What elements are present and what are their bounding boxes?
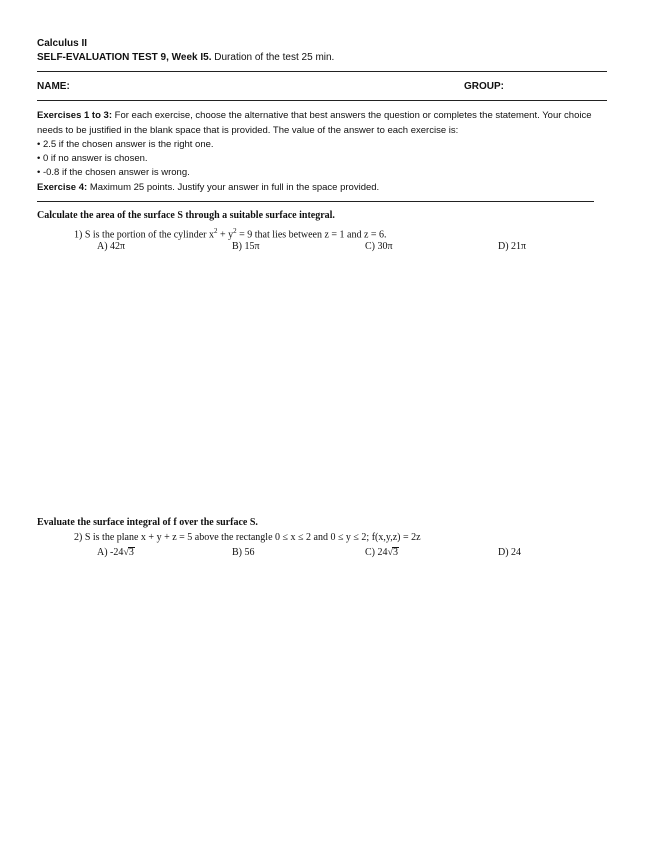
divider-name bbox=[37, 100, 607, 101]
q2-option-a[interactable] bbox=[97, 547, 135, 558]
instructions-line-2: needs to be justified in the blank space that is provided. The value of the answer to each exercise is: bbox=[37, 125, 459, 136]
q1-option-d[interactable]: D) 21π bbox=[498, 241, 527, 252]
sqrt-symbol-icon: √ bbox=[123, 547, 129, 558]
group-label: GROUP: bbox=[464, 81, 504, 92]
question-1-exponent-2: 2 bbox=[233, 227, 237, 235]
section-1-heading: Calculate the area of the surface S through a suitable surface integral. bbox=[37, 210, 335, 221]
question-1-exponent-1: 2 bbox=[213, 227, 218, 235]
divider-top bbox=[37, 71, 607, 72]
divider-instructions bbox=[37, 201, 594, 202]
bullet-wrong: • -0.8 if the chosen answer is wrong. bbox=[37, 167, 190, 178]
instructions-line-1 bbox=[37, 110, 592, 121]
q2-option-c-prefix: C) 24 bbox=[365, 547, 388, 558]
test-header bbox=[37, 52, 334, 63]
q2-option-a-prefix: A) -24 bbox=[97, 547, 124, 558]
sqrt-symbol-icon: √ bbox=[387, 547, 393, 558]
q2-option-d[interactable]: D) 24 bbox=[498, 547, 522, 558]
question-1 bbox=[74, 227, 387, 240]
instructions-text-1: For each exercise, choose the alternative that best answers the question or completes the statement. Your choice bbox=[114, 110, 592, 121]
bullet-right: • 2.5 if the chosen answer is the right one. bbox=[37, 139, 214, 150]
q2-option-c[interactable] bbox=[365, 547, 399, 558]
q2-option-a-radicand: 3 bbox=[128, 547, 134, 558]
exercise-4-text: Maximum 25 points. Justify your answer in full in the space provided. bbox=[89, 182, 380, 193]
question-2: 2) S is the plane x + y + z = 5 above the rectangle 0 ≤ x ≤ 2 and 0 ≤ y ≤ 2; f(x,y,z) = 2z bbox=[74, 532, 421, 543]
question-1-mid: + y bbox=[217, 229, 234, 241]
q1-option-c[interactable]: C) 30π bbox=[365, 241, 393, 252]
q1-option-a[interactable]: A) 42π bbox=[97, 241, 126, 252]
bullet-none: • 0 if no answer is chosen. bbox=[37, 153, 148, 164]
test-title: SELF-EVALUATION TEST 9, Week I5. bbox=[37, 52, 212, 63]
q2-option-c-radicand: 3 bbox=[393, 547, 398, 558]
exercise-4-label: Exercise 4: bbox=[37, 182, 88, 193]
name-label: NAME: bbox=[37, 81, 70, 92]
test-duration: Duration of the test 25 min. bbox=[214, 52, 335, 63]
q2-option-b[interactable]: B) 56 bbox=[232, 547, 255, 558]
section-2-heading: Evaluate the surface integral of f over the surface S. bbox=[37, 517, 258, 528]
exercise-4-line bbox=[37, 182, 379, 193]
course-title: Calculus II bbox=[37, 38, 88, 49]
question-1-start: 1) S is the portion of the cylinder x bbox=[74, 229, 214, 241]
exercises-1-3-label: Exercises 1 to 3: bbox=[37, 110, 112, 121]
question-1-end: = 9 that lies between z = 1 and z = 6. bbox=[236, 229, 387, 241]
q1-option-b[interactable]: B) 15π bbox=[232, 241, 260, 252]
